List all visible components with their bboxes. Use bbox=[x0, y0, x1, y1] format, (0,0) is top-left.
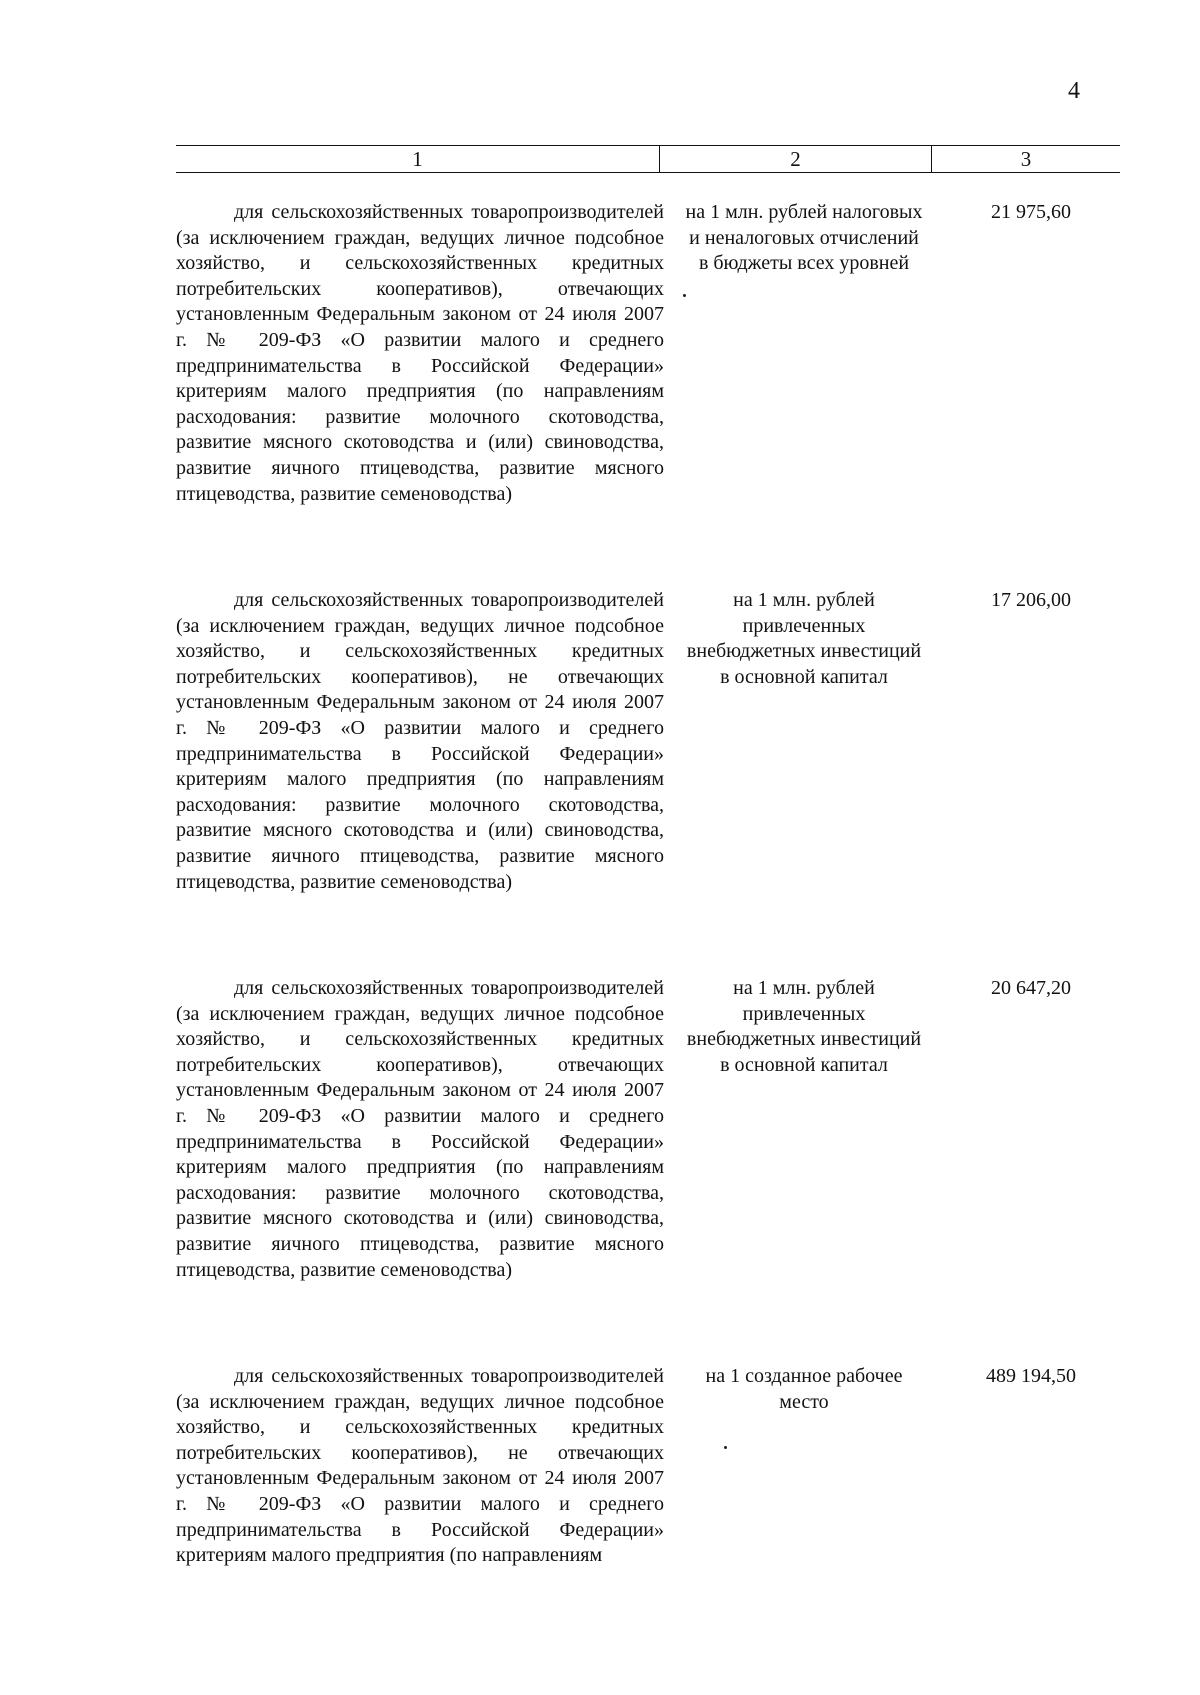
page-number: 4 bbox=[1068, 78, 1080, 104]
row-description: для сельскохозяйственных товаропроизводителей (за исключением граждан, ведущих личное подсобное хозяйство, и сельскохозяйственных кредитных потребительских кооперативов), не отвечающих установленным Федеральным законом от 24 июля 2007 г. № 209-ФЗ «О развитии малого и среднего предпринимательства в Российской Федерации» критериям малого предприятия (по направлениям расходования: развитие молочного скотоводства, развитие мясного скотоводства и (или) свиноводства, развитие яичного птицеводства, развитие мясного птицеводства, развитие семеноводства) bbox=[176, 589, 664, 893]
row-value: 489 194,50 bbox=[986, 1365, 1076, 1387]
row-unit: на 1 млн. рублей привлеченных внебюджетных инвестиций в основной капитал bbox=[686, 977, 922, 1076]
row-description: для сельскохозяйственных товаропроизводителей (за исключением граждан, ведущих личное подсобное хозяйство, и сельскохозяйственных кредитных потребительских кооперативов), отвечающих установленным Федеральным законом от 24 июля 2007 г. № 209-ФЗ «О развитии малого и среднего предпринимательства в Российской Федерации» критериям малого предприятия (по направлениям расходования: развитие молочного скотоводства, развитие мясного скотоводства и (или) свиноводства, развитие яичного птицеводства, развитие мясного птицеводства, развитие семеноводства) bbox=[176, 977, 664, 1281]
row-description: для сельскохозяйственных товаропроизводителей (за исключением граждан, ведущих личное подсобное хозяйство, и сельскохозяйственных кредитных потребительских кооперативов), отвечающих установленным Федеральным законом от 24 июля 2007 г. № 209-ФЗ «О развитии малого и среднего предпринимательства в Российской Федерации» критериям малого предприятия (по направлениям расходования: развитие молочного скотоводства, развитие мясного скотоводства и (или) свиноводства, развитие яичного птицеводства, развитие мясного птицеводства, развитие семеноводства) bbox=[176, 201, 664, 505]
column-header-3: 3 bbox=[1020, 147, 1032, 171]
row-unit: на 1 млн. рублей налоговых и неналоговых отчислений в бюджеты всех уровней bbox=[685, 201, 923, 275]
column-header-1: 1 bbox=[176, 146, 660, 172]
scan-speck bbox=[724, 1446, 727, 1449]
row-value: 20 647,20 bbox=[991, 977, 1071, 999]
row-value: 17 206,00 bbox=[991, 589, 1071, 611]
row-unit: на 1 млн. рублей привлеченных внебюджетных инвестиций в основной капитал bbox=[686, 589, 922, 688]
table-header bbox=[176, 145, 1120, 173]
scan-speck bbox=[683, 294, 686, 297]
row-value: 21 975,60 bbox=[991, 201, 1071, 223]
column-header-2: 2 bbox=[660, 146, 932, 172]
row-description: для сельскохозяйственных товаропроизводителей (за исключением граждан, ведущих личное подсобное хозяйство, и сельскохозяйственных кредитных потребительских кооперативов), не отвечающих установленным Федеральным законом от 24 июля 2007 г. № 209-ФЗ «О развитии малого и среднего предпринимательства в Российской Федерации» критериям малого предприятия (по направлениям bbox=[176, 1365, 664, 1567]
row-unit: на 1 созданное рабочее место bbox=[705, 1365, 903, 1413]
